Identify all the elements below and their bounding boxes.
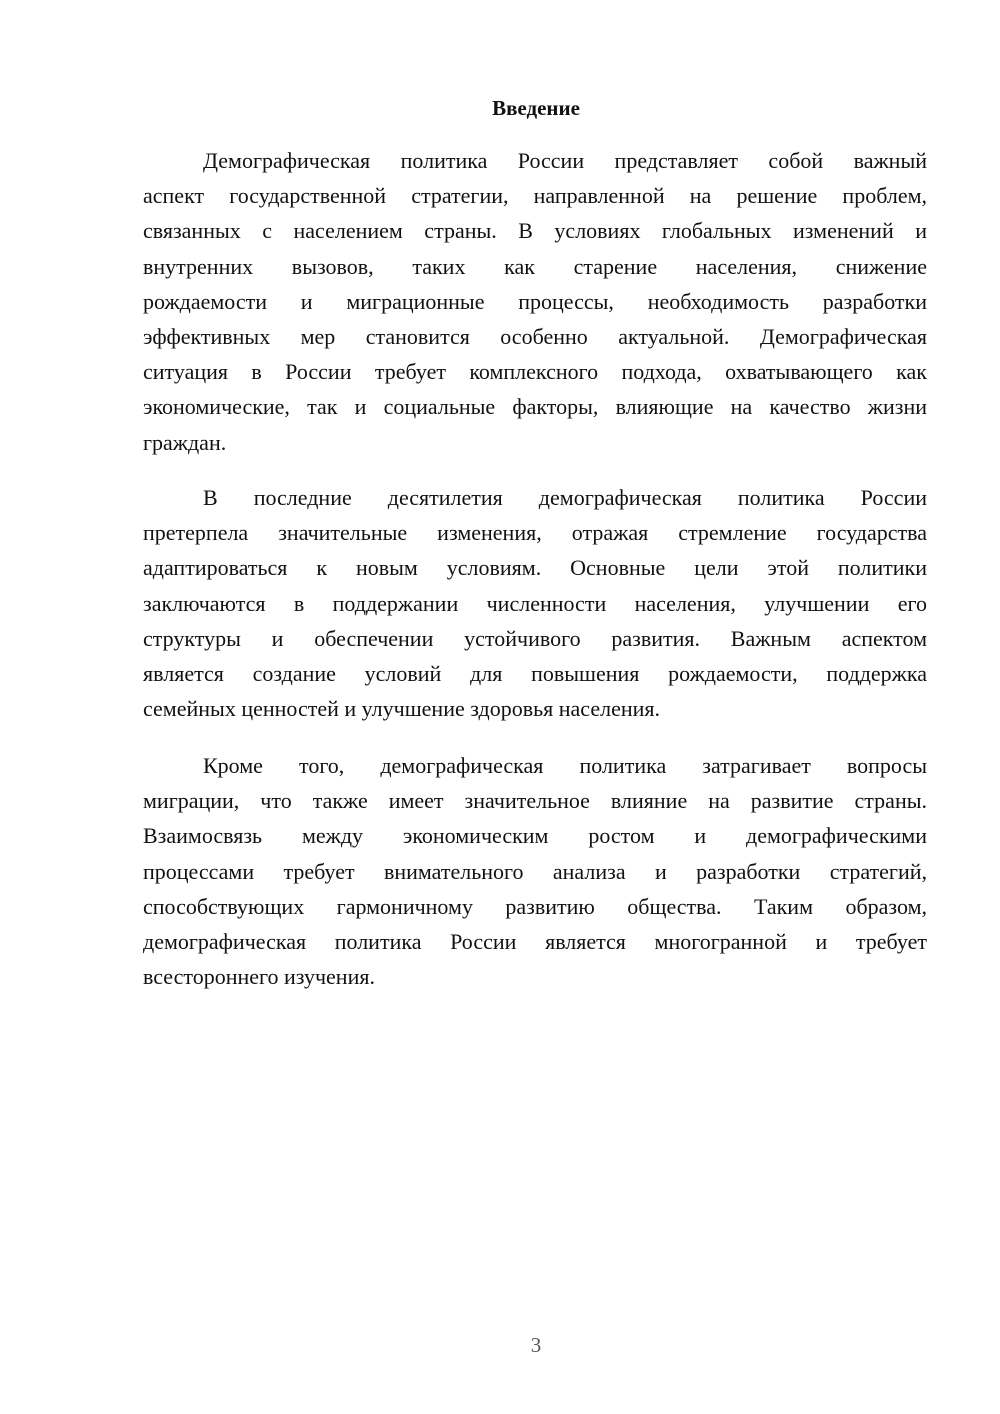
- text-line: претерпела значительные изменения, отражая стремление государства: [143, 520, 927, 546]
- text-line: Демографическая политика России представляет собой важный: [203, 148, 927, 173]
- text-line: Взаимосвязь между экономическим ростом и демографическими: [143, 823, 927, 849]
- text-line: связанных с населением страны. В условиях глобальных изменений и: [143, 218, 927, 244]
- text-line: заключаются в поддержании численности населения, улучшении его: [143, 590, 927, 616]
- text-line: В последние десятилетия демографическая политика России: [203, 485, 927, 510]
- paragraph-2: [143, 480, 927, 726]
- text-line: демографическая политика России является многогранной и требует: [143, 928, 927, 954]
- text-line: рождаемости и миграционные процессы, необходимость разработки: [143, 288, 927, 314]
- text-line: адаптироваться к новым условиям. Основные цели этой политики: [143, 555, 927, 581]
- text-line: эффективных мер становится особенно актуальной. Демографическая: [143, 323, 927, 349]
- text-line: внутренних вызовов, таких как старение населения, снижение: [143, 253, 927, 279]
- text-line: структуры и обеспечении устойчивого развития. Важным аспектом: [143, 625, 927, 651]
- paragraph-3: [143, 748, 927, 994]
- text-line: аспект государственной стратегии, направленной на решение проблем,: [143, 183, 927, 209]
- text-line: является создание условий для повышения рождаемости, поддержка: [143, 660, 927, 686]
- page-number: 3: [530, 1333, 542, 1357]
- text-line: способствующих гармоничному развитию общества. Таким образом,: [143, 893, 927, 919]
- text-line: граждан.: [143, 429, 227, 455]
- paragraph-1: [143, 143, 927, 460]
- section-title: Введение: [492, 96, 580, 120]
- text-line: Кроме того, демографическая политика затрагивает вопросы: [203, 753, 927, 778]
- text-line: миграции, что также имеет значительное влияние на развитие страны.: [143, 788, 927, 814]
- text-line: процессами требует внимательного анализа и разработки стратегий,: [143, 858, 927, 884]
- text-line: экономические, так и социальные факторы, влияющие на качество жизни: [143, 394, 927, 420]
- text-line: семейных ценностей и улучшение здоровья населения.: [143, 696, 660, 722]
- text-line: всестороннего изучения.: [143, 964, 375, 990]
- text-line: ситуация в России требует комплексного подхода, охватывающего как: [143, 359, 927, 385]
